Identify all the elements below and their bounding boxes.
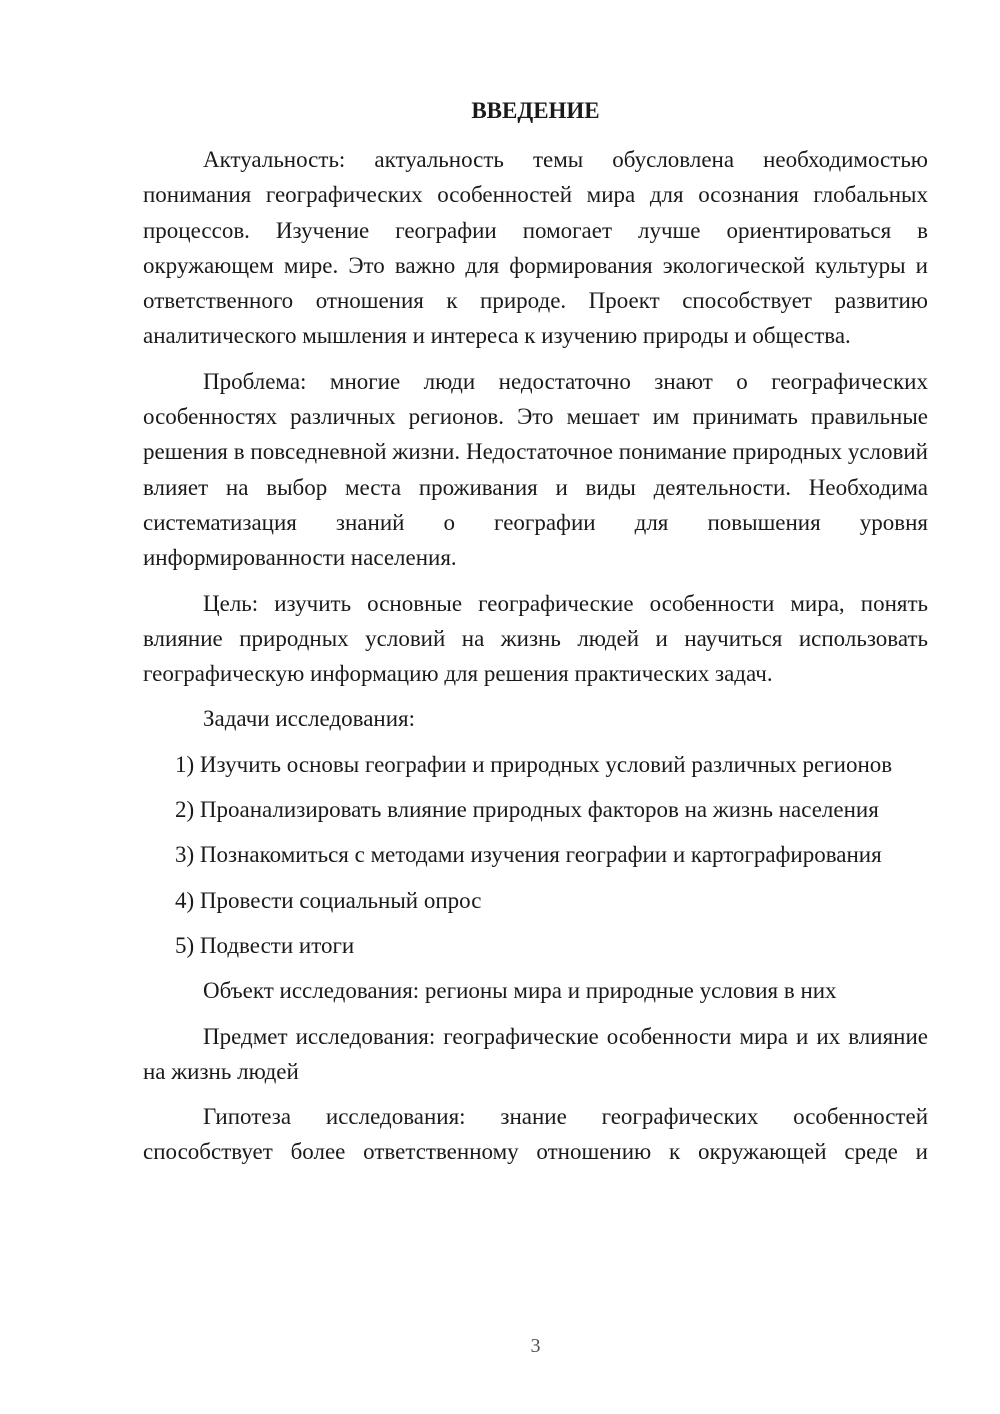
subject-paragraph: Предмет исследования: географические особенности мира и их влияние на жизнь людей xyxy=(143,1023,928,1084)
document-body xyxy=(143,142,928,1170)
task-item: 3) Познакомиться с методами изучения географии и картографирования xyxy=(175,842,882,868)
tasks-heading: Задачи исследования: xyxy=(203,706,416,732)
relevance-paragraph: Актуальность: актуальность темы обусловлена необходимостью понимания географических особенностей мира для осознания глобальных процессов. Изучение географии помогает лучше ориентироваться в окружающем мире. Это важно для формирования экологической культуры и ответственного отношения к природе. Проект способствует развитию аналитического мышления и интереса к изучению природы и общества. xyxy=(143,147,928,349)
problem-paragraph: Проблема: многие люди недостаточно знают о географических особенностях различных регионов. Это мешает им принимать правильные решения в повседневной жизни. Недостаточное понимание природных условий влияет на выбор места проживания и виды деятельности. Необходима систематизация знаний о географии для повышения уровня информированности населения. xyxy=(143,368,928,571)
task-item: 4) Провести социальный опрос xyxy=(175,887,482,913)
task-item: 1) Изучить основы географии и природных условий различных регионов xyxy=(175,751,893,777)
hypothesis-paragraph: Гипотеза исследования: знание географических особенностей способствует более ответственному отношению к окружающей среде и xyxy=(143,1104,928,1165)
goal-paragraph: Цель: изучить основные географические особенности мира, понять влияние природных условий на жизнь людей и научиться использовать географическую информацию для решения практических задач. xyxy=(143,590,928,687)
task-item: 2) Проанализировать влияние природных факторов на жизнь населения xyxy=(175,797,879,823)
section-heading: ВВЕДЕНИЕ xyxy=(471,98,600,123)
object-paragraph: Объект исследования: регионы мира и природные условия в них xyxy=(203,978,837,1004)
page-number: 3 xyxy=(530,1335,541,1357)
document-page xyxy=(143,0,928,1414)
task-item: 5) Подвести итоги xyxy=(175,932,355,958)
